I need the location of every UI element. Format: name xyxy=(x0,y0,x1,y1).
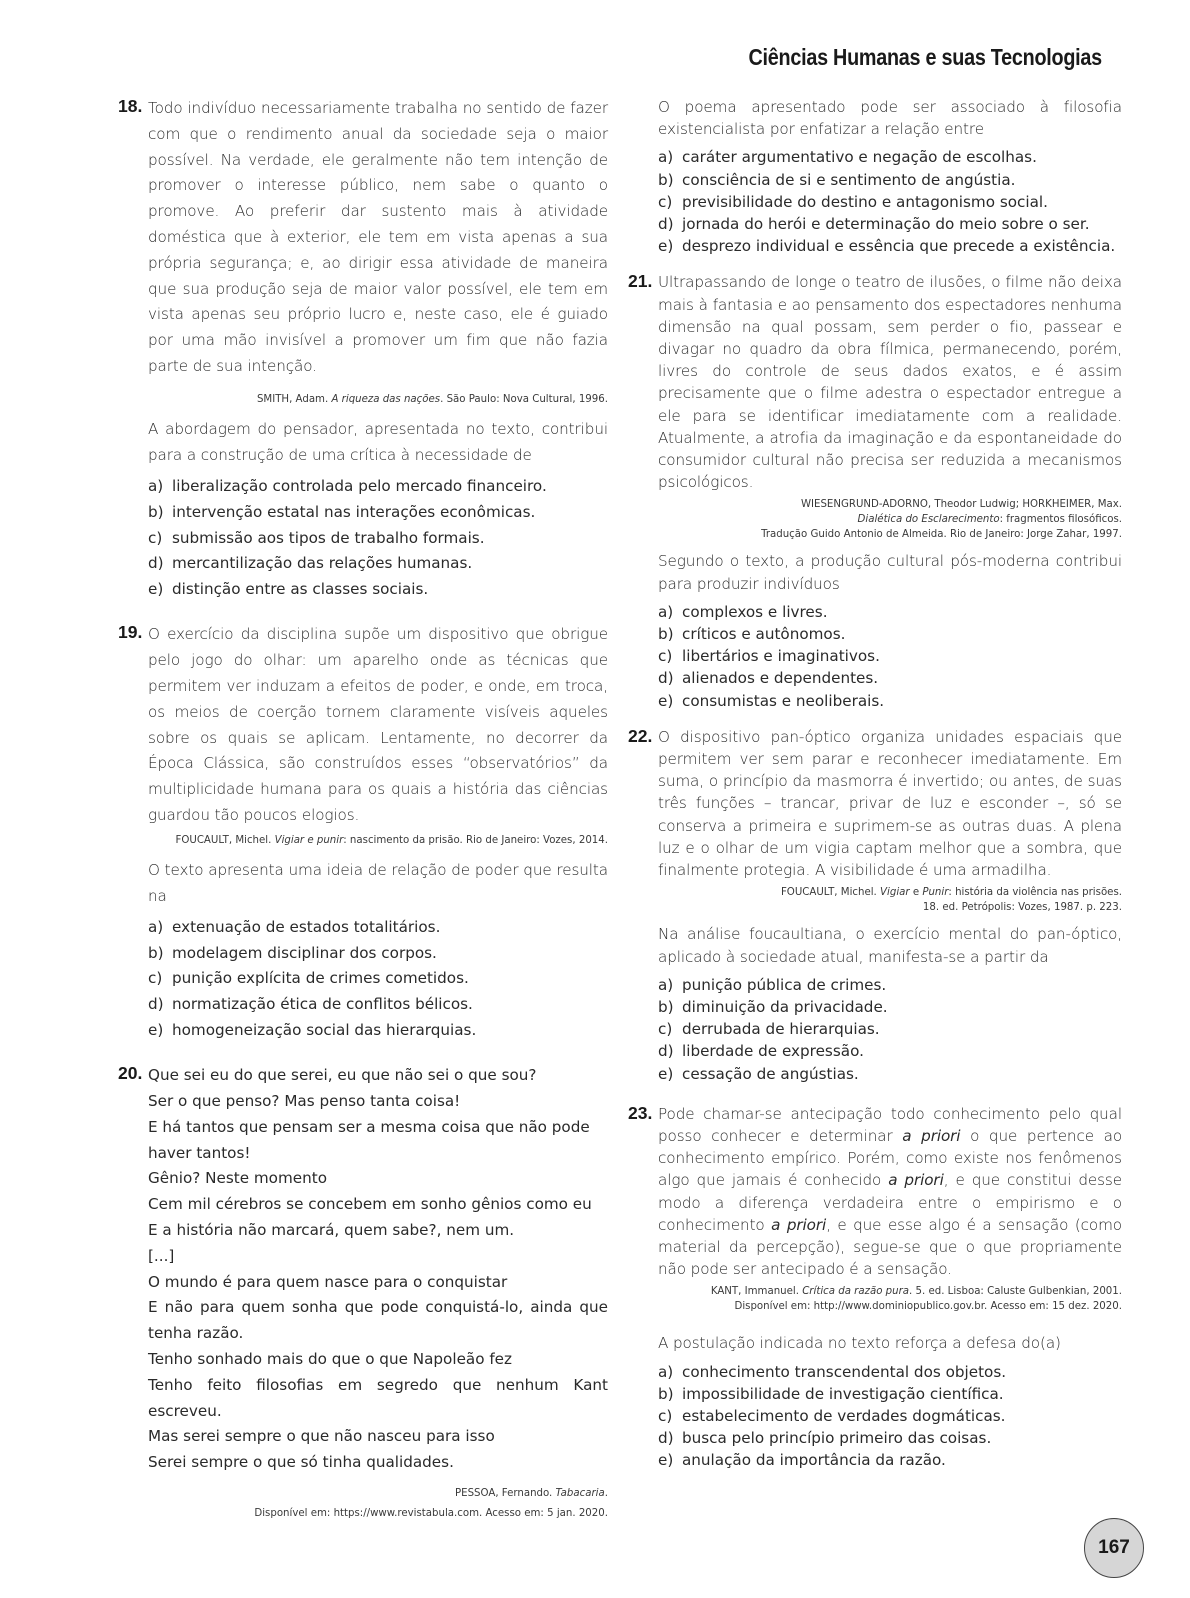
citation: KANT, Immanuel. Crítica da razão pura. 5. ed. Lisboa: Caluste Gulbenkian, 2001. Disponível em: http://www.dominiopublico.gov.br. Acesso em: 15 dez. 2020. xyxy=(710,1286,1122,1313)
citation: FOUCAULT, Michel. Vigiar e punir: nascimento da prisão. Rio de Janeiro: Vozes, 2014. xyxy=(175,834,608,846)
option-a[interactable]: a) conhecimento transcendental dos objetos. xyxy=(658,1362,1007,1381)
option-b[interactable]: b) críticos e autônomos. xyxy=(658,625,846,644)
question-number: 23. xyxy=(628,1102,653,1123)
question-23 xyxy=(628,1103,1122,1472)
question-stem: Na análise foucaultiana, o exercício mental do pan-óptico, aplicado à sociedade atual, manifesta-se a partir da xyxy=(658,925,1122,966)
question-20-continued xyxy=(628,96,1122,257)
citation: SMITH, Adam. A riqueza das nações. São Paulo: Nova Cultural, 1996. xyxy=(256,393,608,405)
question-number: 21. xyxy=(628,271,653,292)
question-stem: A abordagem do pensador, apresentada no texto, contribui para a construção de uma crítica à necessidade de xyxy=(148,419,608,464)
question-21 xyxy=(628,271,1122,711)
option-b[interactable]: b) diminuição da privacidade. xyxy=(658,997,888,1016)
right-column xyxy=(628,96,1122,1472)
answer-options xyxy=(658,974,1122,1085)
poem-line: Que sei eu do que serei, eu que não sei o que sou? xyxy=(148,1066,537,1085)
poem-line: Tenho sonhado mais do que o que Napoleão fez xyxy=(148,1350,513,1369)
poem-line: E a história não marcará, quem sabe?, nem um. xyxy=(148,1221,515,1240)
option-e[interactable]: e) cessação de angústias. xyxy=(658,1064,859,1083)
question-stem: O texto apresenta uma ideia de relação de poder que resulta na xyxy=(148,860,608,905)
option-c[interactable]: c) previsibilidade do destino e antagonismo social. xyxy=(658,192,1048,211)
poem-line: E não para quem sonha que pode conquistá-lo, ainda que tenha razão. xyxy=(148,1298,608,1343)
option-a[interactable]: a) caráter argumentativo e negação de escolhas. xyxy=(658,148,1037,167)
option-e[interactable]: e) homogeneização social das hierarquias. xyxy=(148,1020,477,1039)
answer-options xyxy=(658,146,1122,257)
poem-line: Gênio? Neste momento xyxy=(148,1169,327,1188)
option-b[interactable]: b) impossibilidade de investigação científica. xyxy=(658,1384,1004,1403)
citation: PESSOA, Fernando. Tabacaria. Disponível em: https://www.revistabula.com. Acesso em: 5 jan. 2020. xyxy=(254,1488,608,1520)
option-d[interactable]: d) liberdade de expressão. xyxy=(658,1042,864,1061)
option-b[interactable]: b) intervenção estatal nas interações econômicas. xyxy=(148,502,536,521)
answer-options xyxy=(658,601,1122,712)
question-stem: Segundo o texto, a produção cultural pós-moderna contribui para produzir indivíduos xyxy=(658,552,1122,593)
option-a[interactable]: a) extenuação de estados totalitários. xyxy=(148,918,441,937)
question-20 xyxy=(118,1063,608,1524)
option-e[interactable]: e) desprezo individual e essência que precede a existência. xyxy=(658,237,1116,256)
poem-line: Tenho feito filosofias em segredo que nenhum Kant escreveu. xyxy=(148,1375,608,1420)
question-stem: A postulação indicada no texto reforça a defesa do(a) xyxy=(658,1334,1061,1353)
left-column xyxy=(118,96,608,1524)
page-number-badge: 167 xyxy=(1084,1518,1144,1578)
poem-line: [...] xyxy=(148,1246,175,1265)
citation: WIESENGRUND-ADORNO, Theodor Ludwig; HORKHEIMER, Max. Dialética do Esclarecimento: fragmentos filosóficos. Tradução Guido Antonio de Almeida. Rio de Janeiro: Jorge Zahar, 1997. xyxy=(761,499,1122,541)
poem-line: Cem mil cérebros se concebem em sonho gênios como eu xyxy=(148,1195,592,1214)
answer-options xyxy=(148,474,608,602)
question-19 xyxy=(118,622,608,1043)
option-e[interactable]: e) consumistas e neoliberais. xyxy=(658,691,885,710)
option-c[interactable]: c) libertários e imaginativos. xyxy=(658,647,880,666)
question-text: O exercício da disciplina supõe um dispositivo que obrigue pelo jogo do olhar: um aparelho onde as técnicas que permitem ver induzam a efeitos de poder, e onde, em troca, os meios de coerção tornem claramente visíveis aqueles sobre os quais se aplicam. Lentamente, no decorrer da Época Clássica, são construídos esses “observatórios” da multiplicidade humana para os quais a história das ciências guardou tão poucos elogios. xyxy=(148,625,608,824)
question-18 xyxy=(118,96,608,602)
answer-options xyxy=(148,915,608,1043)
option-d[interactable]: d) normatização ética de conflitos bélicos. xyxy=(148,995,473,1014)
poem-line: Mas serei sempre o que não nasceu para isso xyxy=(148,1427,495,1446)
option-c[interactable]: c) derrubada de hierarquias. xyxy=(658,1020,880,1039)
question-text: O dispositivo pan-óptico organiza unidades espaciais que permitem ver sem parar e reconhecer imediatamente. Em suma, o princípio da masmorra é invertido; ou antes, de suas três funções – trancar, privar de luz e esconder –, só se conserva a primeira e suprimem-se as outras duas. A plena luz e o olhar de um vigia captam melhor que a sombra, que finalmente protegia. A visibilidade é uma armadilha. xyxy=(658,727,1122,880)
question-number: 19. xyxy=(118,622,143,643)
question-text: Todo indivíduo necessariamente trabalha no sentido de fazer com que o rendimento anual da sociedade seja o maior possível. Na verdade, ele geralmente não tem intenção de promover o interesse público, nem sabe o quanto o promove. Ao preferir dar sustento mais à atividade doméstica que à exterior, ele tem em vista apenas a sua própria segurança; e, ao dirigir essa atividade de maneira que sua produção seja de maior valor possível, ele tem em vista apenas seu próprio lucro e, neste caso, ele é guiado por uma mão invisível a promover um fim que não fazia parte de sua intenção. xyxy=(148,99,608,375)
option-b[interactable]: b) consciência de si e sentimento de angústia. xyxy=(658,170,1016,189)
option-d[interactable]: d) jornada do herói e determinação do meio sobre o ser. xyxy=(658,215,1090,234)
answer-options xyxy=(658,1361,1122,1472)
option-a[interactable]: a) punição pública de crimes. xyxy=(658,975,887,994)
poem-line: Ser o que penso? Mas penso tanta coisa! xyxy=(148,1092,461,1111)
option-c[interactable]: c) estabelecimento de verdades dogmáticas. xyxy=(658,1406,1006,1425)
option-e[interactable]: e) anulação da importância da razão. xyxy=(658,1451,946,1470)
option-a[interactable]: a) complexos e livres. xyxy=(658,602,828,621)
citation: FOUCAULT, Michel. Vigiar e Punir: história da violência nas prisões. 18. ed. Petrópolis: Vozes, 1987. p. 223. xyxy=(780,887,1122,914)
option-d[interactable]: d) alienados e dependentes. xyxy=(658,669,879,688)
option-d[interactable]: d) busca pelo princípio primeiro das coisas. xyxy=(658,1429,992,1448)
option-d[interactable]: d) mercantilização das relações humanas. xyxy=(148,554,473,573)
question-22 xyxy=(628,726,1122,1085)
question-stem: O poema apresentado pode ser associado à filosofia existencialista por enfatizar a relação entre xyxy=(658,98,1122,139)
question-text: Ultrapassando de longe o teatro de ilusões, o filme não deixa mais à fantasia e ao pensamento dos espectadores nenhuma dimensão na qual possam, sem perder o fio, passear e divagar no quadro da obra fílmica, permanecendo, porém, livres do controle de seus dados exatos, e é assim precisamente que o filme adestra o espectador entregue a ele para se identificar imediatamente com a realidade. Atualmente, a atrofia da imaginação e da espontaneidade do consumidor cultural não precisa ser reduzida a mecanismos psicológicos. xyxy=(658,273,1122,492)
option-b[interactable]: b) modelagem disciplinar dos corpos. xyxy=(148,943,437,962)
poem-line: O mundo é para quem nasce para o conquistar xyxy=(148,1272,508,1291)
section-title: Ciências Humanas e suas Tecnologias xyxy=(748,44,1102,70)
poem-line: E há tantos que pensam ser a mesma coisa que não pode haver tantos! xyxy=(148,1117,590,1162)
question-text: Pode chamar-se antecipação todo conhecimento pelo qual posso conhecer e determinar a priori o que pertence ao conhecimento empírico. Porém, como existe nos fenômenos algo que jamais é conhecido a priori, e que constitui desse modo a diferença verdadeira entre o empirismo e o conhecimento a priori, e que esse algo é a sensação (como material da percepção), segue-se que o que propriamente não pode ser antecipado é a sensação. xyxy=(658,1104,1123,1279)
option-c[interactable]: c) punição explícita de crimes cometidos. xyxy=(148,969,469,988)
poem-line: Serei sempre o que só tinha qualidades. xyxy=(148,1453,454,1472)
question-number: 22. xyxy=(628,725,653,746)
option-a[interactable]: a) liberalização controlada pelo mercado financeiro. xyxy=(148,477,547,496)
poem xyxy=(148,1063,608,1476)
option-e[interactable]: e) distinção entre as classes sociais. xyxy=(148,579,429,598)
question-number: 18. xyxy=(118,96,143,116)
option-c[interactable]: c) submissão aos tipos de trabalho formais. xyxy=(148,528,485,547)
question-number: 20. xyxy=(118,1063,143,1084)
